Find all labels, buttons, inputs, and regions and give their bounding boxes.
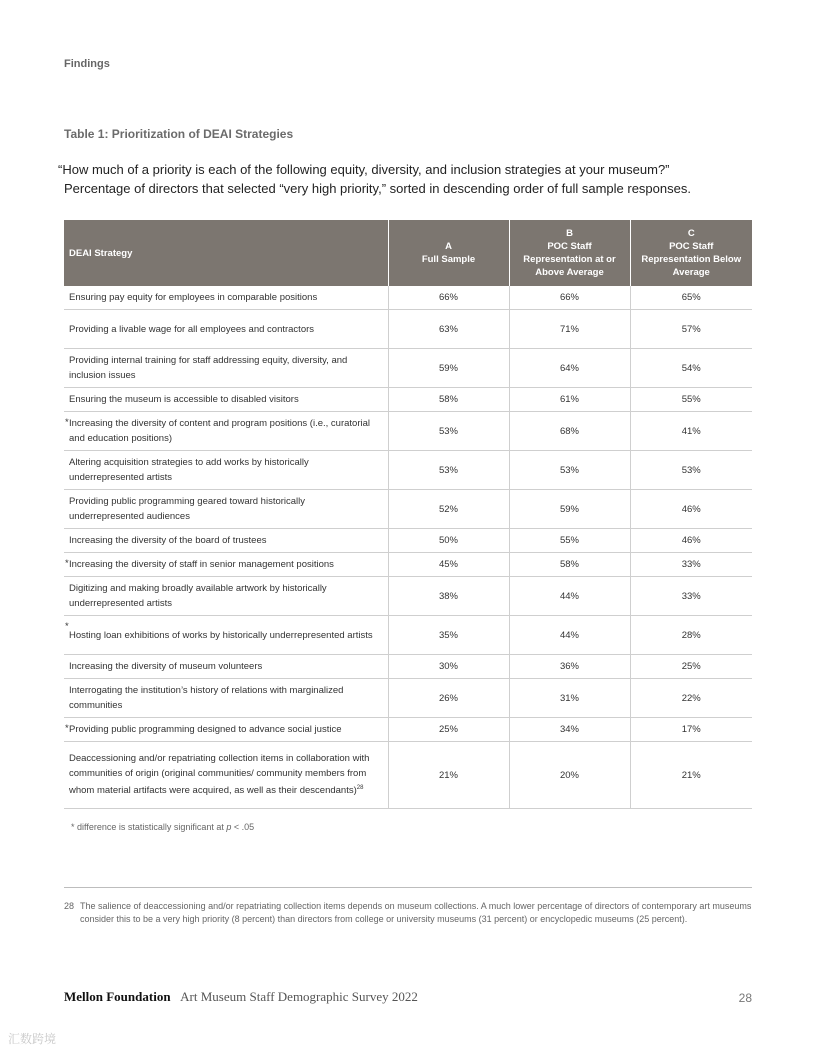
table-row (64, 553, 752, 577)
above-average-cell: 20% (509, 742, 630, 809)
question-text: “How much of a priority is each of the following equity, diversity, and inclusion strategies at your museum?” (58, 162, 670, 177)
full-sample-cell: 30% (388, 655, 509, 679)
strategy-cell: Digitizing and making broadly available artwork by historically underrepresented artists (64, 577, 388, 616)
below-average-cell: 46% (630, 490, 752, 529)
above-average-cell: 64% (509, 349, 630, 388)
col-c-letter: C (687, 228, 695, 239)
full-sample-cell: 59% (388, 349, 509, 388)
footnote-reference: 28 (356, 785, 364, 792)
below-average-cell: 41% (630, 412, 752, 451)
below-average-cell: 25% (630, 655, 752, 679)
section-label: Findings (64, 58, 110, 70)
above-average-cell: 31% (509, 679, 630, 718)
strategy-cell: Increasing the diversity of museum volunteers (64, 655, 388, 679)
table-row (64, 655, 752, 679)
full-sample-cell: 25% (388, 718, 509, 742)
above-average-cell: 66% (509, 286, 630, 310)
strategy-cell: Providing public programming geared toward historically underrepresented audiences (64, 490, 388, 529)
page-footer (64, 989, 418, 1005)
full-sample-cell: 58% (388, 388, 509, 412)
table-row (64, 286, 752, 310)
full-sample-cell: 35% (388, 616, 509, 655)
significance-asterisk: * (65, 558, 69, 569)
above-average-cell: 61% (509, 388, 630, 412)
strategy-cell: Ensuring pay equity for employees in comparable positions (64, 286, 388, 310)
footnote (64, 900, 752, 926)
table-row (64, 718, 752, 742)
col-a-label: Full Sample (421, 254, 476, 265)
col-c-label: POC Staff Representation Below Average (641, 241, 742, 278)
strategy-text: Increasing the diversity of content and program positions (i.e., curatorial and education positions) (69, 418, 370, 444)
deai-strategy-table (64, 220, 752, 809)
table-row (64, 451, 752, 490)
table-title: Table 1: Prioritization of DEAI Strategies (64, 127, 294, 141)
table-row (64, 577, 752, 616)
below-average-cell: 22% (630, 679, 752, 718)
full-sample-cell: 45% (388, 553, 509, 577)
strategy-cell: Providing internal training for staff addressing equity, diversity, and inclusion issues (64, 349, 388, 388)
full-sample-cell: 38% (388, 577, 509, 616)
watermark: 汇数跨境 (8, 1032, 57, 1046)
table-header-row (64, 220, 752, 286)
header-col-b (509, 220, 630, 286)
strategy-text: Deaccessioning and/or repatriating collection items in collaboration with communities of origin (original communities/ community members from whom material artifacts were acquired, as well as their descendants) (69, 753, 370, 797)
footnote-divider (64, 887, 752, 888)
significance-suffix: < .05 (231, 822, 255, 832)
col-b-label: POC Staff Representation at or Above Average (523, 241, 616, 278)
strategy-cell: Altering acquisition strategies to add works by historically underrepresented artists (64, 451, 388, 490)
question-block (58, 160, 691, 198)
strategy-text: Increasing the diversity of staff in senior management positions (69, 559, 334, 570)
below-average-cell: 54% (630, 349, 752, 388)
footnote-text: The salience of deaccessioning and/or repatriating collection items depends on museum collections. A much lower percentage of directors of contemporary art museums consider this to be a very high priority (8 percent) than directors from college or university museums (31 percent) or encyclopedic museums (25 percent). (80, 901, 752, 924)
table-row (64, 679, 752, 718)
below-average-cell: 33% (630, 553, 752, 577)
strategy-cell: Providing a livable wage for all employees and contractors (64, 310, 388, 349)
full-sample-cell: 53% (388, 451, 509, 490)
strategy-cell (64, 742, 388, 809)
header-col-c (630, 220, 752, 286)
above-average-cell: 44% (509, 577, 630, 616)
full-sample-cell: 53% (388, 412, 509, 451)
below-average-cell: 17% (630, 718, 752, 742)
header-strategy: DEAI Strategy (64, 220, 388, 286)
significance-asterisk: * (65, 723, 69, 734)
significance-asterisk: * (65, 417, 69, 428)
full-sample-cell: 66% (388, 286, 509, 310)
below-average-cell: 65% (630, 286, 752, 310)
strategy-text: Hosting loan exhibitions of works by historically underrepresented artists (69, 629, 373, 641)
above-average-cell: 59% (509, 490, 630, 529)
below-average-cell: 46% (630, 529, 752, 553)
table-row (64, 529, 752, 553)
table-row (64, 349, 752, 388)
table-row (64, 310, 752, 349)
strategy-cell (64, 412, 388, 451)
above-average-cell: 71% (509, 310, 630, 349)
strategy-cell: Interrogating the institution’s history of relations with marginalized communities (64, 679, 388, 718)
footer-brand: Mellon Foundation (64, 989, 171, 1004)
above-average-cell: 44% (509, 616, 630, 655)
table-row (64, 388, 752, 412)
below-average-cell: 21% (630, 742, 752, 809)
significance-asterisk: * (65, 621, 69, 632)
table-row (64, 742, 752, 809)
strategy-cell (64, 718, 388, 742)
above-average-cell: 68% (509, 412, 630, 451)
above-average-cell: 55% (509, 529, 630, 553)
below-average-cell: 55% (630, 388, 752, 412)
strategy-cell: Ensuring the museum is accessible to disabled visitors (64, 388, 388, 412)
above-average-cell: 34% (509, 718, 630, 742)
header-col-a (388, 220, 509, 286)
above-average-cell: 36% (509, 655, 630, 679)
full-sample-cell: 50% (388, 529, 509, 553)
col-b-letter: B (566, 228, 573, 239)
strategy-cell (64, 616, 388, 655)
col-a-letter: A (445, 241, 452, 252)
above-average-cell: 53% (509, 451, 630, 490)
strategy-text: Providing public programming designed to advance social justice (69, 724, 342, 735)
p-symbol: p (226, 822, 232, 832)
above-average-cell: 58% (509, 553, 630, 577)
significance-prefix: * difference is statistically significant at (71, 822, 227, 832)
full-sample-cell: 52% (388, 490, 509, 529)
strategy-cell (64, 553, 388, 577)
full-sample-cell: 26% (388, 679, 509, 718)
strategy-cell: Increasing the diversity of the board of trustees (64, 529, 388, 553)
table-row (64, 616, 752, 655)
footer-survey-title: Art Museum Staff Demographic Survey 2022 (180, 989, 418, 1004)
below-average-cell: 53% (630, 451, 752, 490)
question-subtext: Percentage of directors that selected “very high priority,” sorted in descending order of full sample responses. (64, 181, 691, 196)
full-sample-cell: 63% (388, 310, 509, 349)
below-average-cell: 33% (630, 577, 752, 616)
significance-note (71, 822, 254, 832)
below-average-cell: 28% (630, 616, 752, 655)
footnote-number: 28 (64, 901, 75, 911)
table-row (64, 490, 752, 529)
table-row (64, 412, 752, 451)
full-sample-cell: 21% (388, 742, 509, 809)
page-number: 28 (738, 991, 752, 1005)
below-average-cell: 57% (630, 310, 752, 349)
